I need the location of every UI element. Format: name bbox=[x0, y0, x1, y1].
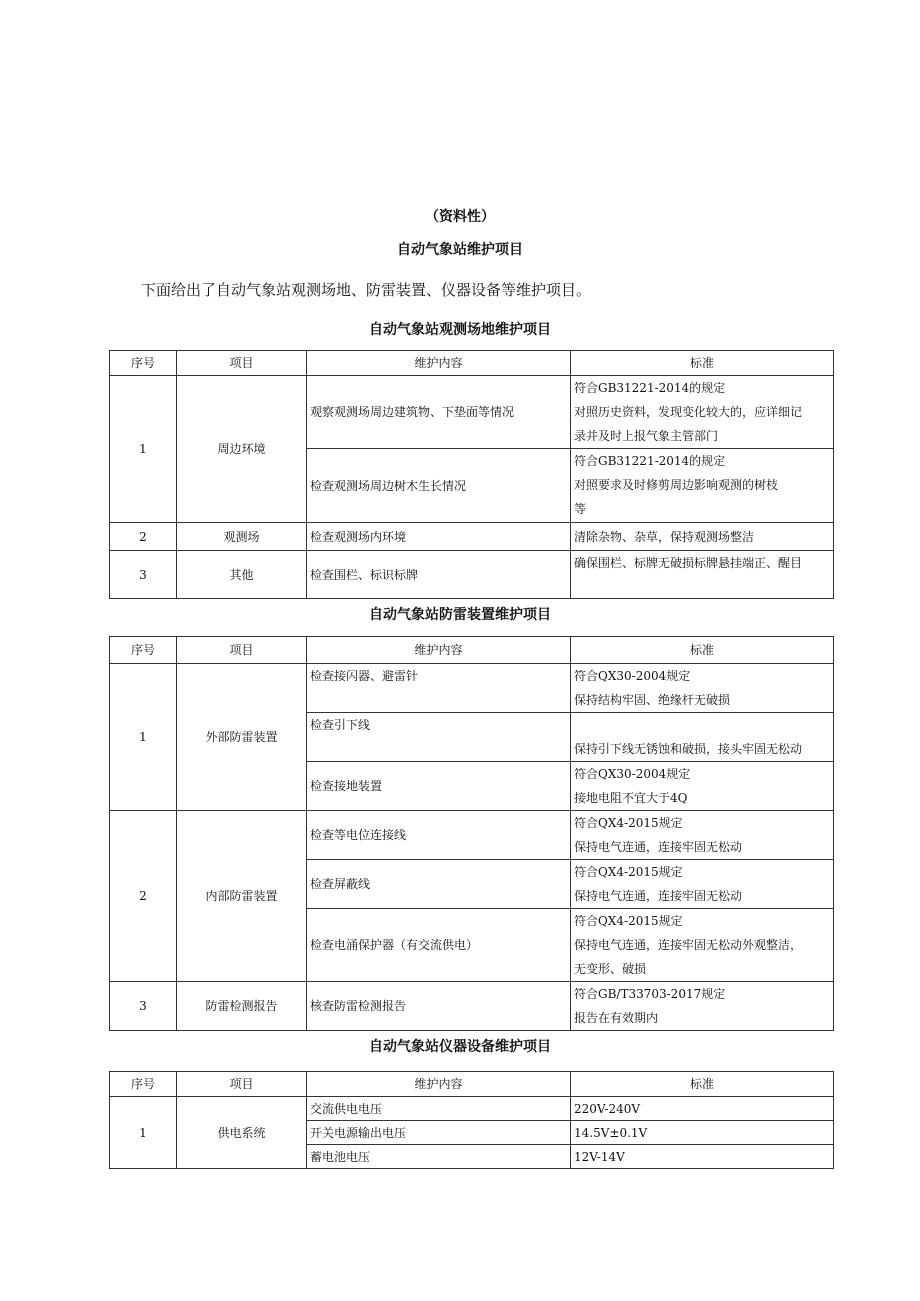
instrument-maintenance-table bbox=[109, 1071, 834, 1169]
table2-caption: 自动气象站防雷装置维护项目 bbox=[369, 607, 551, 623]
row-standard: 14.5V±0.1V bbox=[571, 1121, 834, 1145]
lightning-protection-table bbox=[109, 636, 834, 1031]
row-standard: 220V-240V bbox=[571, 1097, 834, 1121]
table-row bbox=[110, 523, 834, 551]
intro-text: 下面给出了自动气象站观测场地、防雷装置、仪器设备等维护项目。 bbox=[141, 281, 592, 299]
row-item: 防雷检测报告 bbox=[177, 982, 307, 1031]
site-maintenance-table bbox=[109, 350, 834, 599]
col-header-content: 维护内容 bbox=[307, 1072, 571, 1097]
row-number: 1 bbox=[110, 664, 177, 811]
row-standard bbox=[571, 376, 834, 449]
row-content: 检查观测场周边树木生长情况 bbox=[307, 449, 571, 523]
table-row bbox=[110, 1097, 834, 1121]
table-header-row bbox=[110, 637, 834, 664]
row-content: 检查引下线 bbox=[307, 713, 571, 762]
row-number: 3 bbox=[110, 551, 177, 599]
standard-line: 符合GB/T33703-2017规定 bbox=[574, 987, 726, 1001]
col-header-no: 序号 bbox=[110, 637, 177, 664]
row-item: 内部防雷装置 bbox=[177, 811, 307, 982]
table-row bbox=[110, 811, 834, 860]
table3-caption: 自动气象站仪器设备维护项目 bbox=[369, 1039, 551, 1055]
standard-line: 对照历史资料，发现变化较大的，应详细记 bbox=[574, 405, 803, 419]
row-item: 供电系统 bbox=[177, 1097, 307, 1169]
col-header-item: 项目 bbox=[177, 1072, 307, 1097]
col-header-standard: 标准 bbox=[571, 1072, 834, 1097]
row-standard bbox=[571, 664, 834, 713]
row-standard: 保持引下线无锈蚀和破损，接头牢固无松动 bbox=[571, 713, 834, 762]
standard-line: 符合QX4-2015规定 bbox=[574, 865, 683, 879]
table-header-row bbox=[110, 351, 834, 376]
row-standard bbox=[571, 762, 834, 811]
row-standard bbox=[571, 982, 834, 1031]
standard-line: 符合QX4-2015规定 bbox=[574, 914, 683, 928]
standard-line: 符合GB31221-2014的规定 bbox=[574, 381, 726, 395]
table-row bbox=[110, 664, 834, 713]
row-content: 检查接闪器、避雷针 bbox=[307, 664, 571, 713]
row-content: 检查接地装置 bbox=[307, 762, 571, 811]
standard-line: 录并及时上报气象主管部门 bbox=[574, 429, 719, 443]
row-standard: 确保围栏、标牌无破损标牌悬挂端正、醒目 bbox=[571, 551, 834, 599]
standard-line: 报告在有效期内 bbox=[574, 1011, 659, 1025]
row-standard: 清除杂物、杂草，保持观测场整洁 bbox=[571, 523, 834, 551]
standard-line: 保持电气连通，连接牢固无松动 bbox=[574, 889, 743, 903]
col-header-content: 维护内容 bbox=[307, 351, 571, 376]
row-number: 3 bbox=[110, 982, 177, 1031]
table-row bbox=[110, 982, 834, 1031]
standard-line: 对照要求及时修剪周边影响观测的树枝 bbox=[574, 478, 779, 492]
col-header-item: 项目 bbox=[177, 351, 307, 376]
row-item: 其他 bbox=[177, 551, 307, 599]
standard-line: 保持电气连通，连接牢固无松动外观整洁， bbox=[574, 938, 803, 952]
row-standard bbox=[571, 860, 834, 909]
col-header-item: 项目 bbox=[177, 637, 307, 664]
row-content: 交流供电电压 bbox=[307, 1097, 571, 1121]
standard-line: 保持电气连通，连接牢固无松动 bbox=[574, 840, 743, 854]
table-row bbox=[110, 376, 834, 449]
col-header-no: 序号 bbox=[110, 1072, 177, 1097]
row-content: 开关电源输出电压 bbox=[307, 1121, 571, 1145]
row-item: 观测场 bbox=[177, 523, 307, 551]
row-content: 检查屏蔽线 bbox=[307, 860, 571, 909]
row-content: 核查防雷检测报告 bbox=[307, 982, 571, 1031]
col-header-content: 维护内容 bbox=[307, 637, 571, 664]
table-row bbox=[110, 551, 834, 599]
row-number: 2 bbox=[110, 523, 177, 551]
table-header-row bbox=[110, 1072, 834, 1097]
standard-line: 符合QX4-2015规定 bbox=[574, 816, 683, 830]
row-standard bbox=[571, 811, 834, 860]
row-content: 检查等电位连接线 bbox=[307, 811, 571, 860]
row-number: 2 bbox=[110, 811, 177, 982]
row-standard bbox=[571, 909, 834, 982]
row-content: 检查电涌保护器（有交流供电） bbox=[307, 909, 571, 982]
standard-line: 符合QX30-2004规定 bbox=[574, 669, 691, 683]
standard-line: 接地电阻不宜大于4Q bbox=[574, 791, 688, 805]
col-header-no: 序号 bbox=[110, 351, 177, 376]
table1-caption: 自动气象站观测场地维护项目 bbox=[369, 322, 551, 338]
standard-line: 符合GB31221-2014的规定 bbox=[574, 454, 726, 468]
row-standard bbox=[571, 449, 834, 523]
appendix-label: （资料性） bbox=[425, 209, 495, 225]
row-number: 1 bbox=[110, 1097, 177, 1169]
row-item: 外部防雷装置 bbox=[177, 664, 307, 811]
col-header-standard: 标准 bbox=[571, 637, 834, 664]
row-standard: 12V-14V bbox=[571, 1145, 834, 1169]
standard-line: 无变形、破损 bbox=[574, 962, 647, 976]
row-content: 检查观测场内环境 bbox=[307, 523, 571, 551]
row-content: 检查围栏、标识标牌 bbox=[307, 551, 571, 599]
row-item: 周边环境 bbox=[177, 376, 307, 523]
row-content: 蓄电池电压 bbox=[307, 1145, 571, 1169]
standard-line: 符合QX30-2004规定 bbox=[574, 767, 691, 781]
row-number: 1 bbox=[110, 376, 177, 523]
row-content: 观察观测场周边建筑物、下垫面等情况 bbox=[307, 376, 571, 449]
standard-line: 等 bbox=[574, 502, 587, 516]
col-header-standard: 标准 bbox=[571, 351, 834, 376]
standard-line: 保持结构牢固、绝缘杆无破损 bbox=[574, 693, 731, 707]
page-title: 自动气象站维护项目 bbox=[397, 242, 523, 258]
